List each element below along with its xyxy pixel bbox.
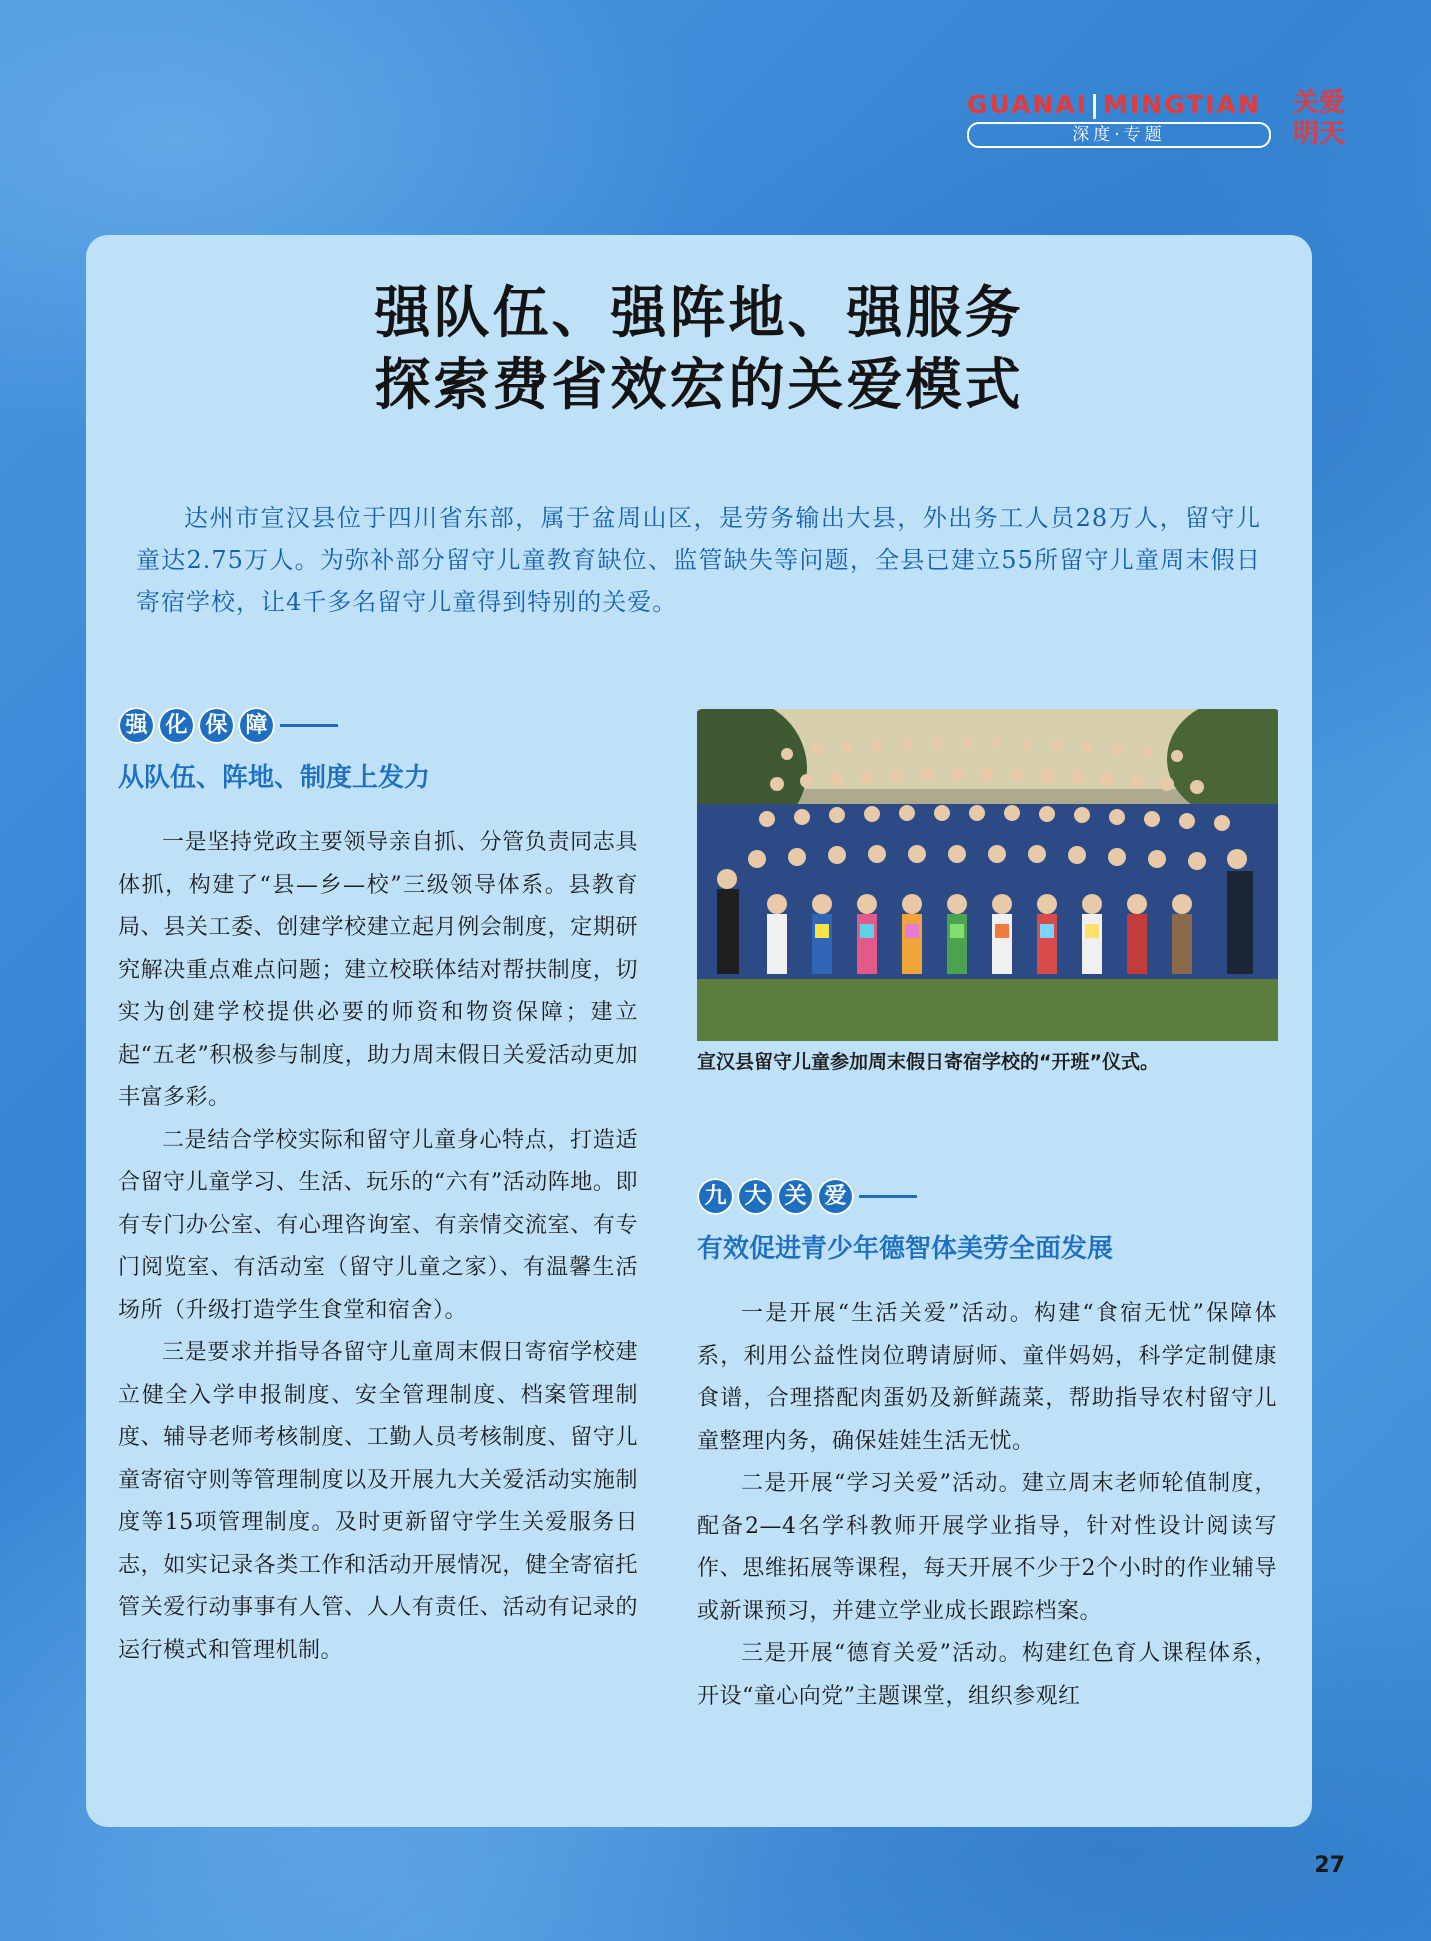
section1-dash (280, 724, 338, 727)
section2-header (697, 1176, 1113, 1265)
article-title (86, 277, 1312, 421)
article-card (86, 235, 1312, 1827)
title-line-2: 探索费省效宏的关爱模式 (374, 352, 1024, 418)
section2-tag: 九 (697, 1178, 734, 1215)
section2-subhead: 有效促进青少年德智体美劳全面发展 (697, 1234, 1114, 1264)
brand-logo (1291, 88, 1347, 150)
section2-body (697, 1293, 1277, 1718)
section2-paragraph: 三是开展“德育关爱”活动。构建红色育人课程体系，开设“童心向党”主题课堂，组织参观红 (697, 1641, 1277, 1709)
brand-en-right: MINGTIAN (1103, 90, 1261, 119)
section2-paragraph: 二是开展“学习关爱”活动。建立周末老师轮值制度，配备2—4名学科教师开展学业指导，针对性设计阅读写作、思维拓展等课程，每天开展不少于2个小时的作业辅导或新课预习，并建立学业成长跟踪档案。 (697, 1471, 1277, 1624)
article-lead: 达州市宣汉县位于四川省东部，属于盆周山区，是劳务输出大县，外出务工人员28万人，留守儿童达2.75万人。为弥补部分留守儿童教育缺位、监管缺失等问题，全县已建立55所留守儿童周末假日寄宿学校，让4千多名留守儿童得到特别的关爱。 (136, 504, 1261, 616)
brand-en-left: GUANAI (967, 90, 1088, 119)
section1-tags (118, 705, 430, 745)
brand-logo-line2: 明天 (1292, 119, 1345, 149)
brand-english (967, 90, 1261, 119)
group-photo (697, 709, 1278, 1041)
brand-header (967, 84, 1347, 164)
title-line-1: 强队伍、强阵地、强服务 (374, 280, 1024, 346)
section1-paragraph: 二是结合学校实际和留守儿童身心特点，打造适合留守儿童学习、生活、玩乐的“六有”活动阵地。即有专门办公室、有心理咨询室、有亲情交流室、有专门阅览室、有活动室（留守儿童之家）、有温馨生活场所（升级打造学生食堂和宿舍）。 (118, 1127, 638, 1323)
section2-tag: 大 (737, 1178, 774, 1215)
section1-header (118, 705, 430, 794)
section2-paragraph: 一是开展“生活关爱”活动。构建“食宿无忧”保障体系，利用公益性岗位聘请厨师、童伴妈妈，科学定制健康食谱，合理搭配肉蛋奶及新鲜蔬菜，帮助指导农村留守儿童整理内务，确保娃娃生活无忧。 (697, 1301, 1277, 1454)
brand-separator-icon: | (1089, 90, 1102, 119)
section2-dash (859, 1195, 917, 1198)
section2-tags (697, 1176, 1113, 1216)
section1-tag: 化 (158, 707, 195, 744)
brand-subtitle: 深度·专题 (967, 122, 1271, 148)
section2-tag: 爱 (817, 1178, 854, 1215)
section1-tag: 强 (118, 707, 155, 744)
group-photo-image (697, 709, 1278, 1041)
photo-caption: 宣汉县留守儿童参加周末假日寄宿学校的“开班”仪式。 (697, 1051, 1159, 1073)
section1-paragraph: 三是要求并指导各留守儿童周末假日寄宿学校建立健全入学申报制度、安全管理制度、档案管理制度、辅导老师考核制度、工勤人员考核制度、留守儿童寄宿守则等管理制度以及开展九大关爱活动实施制度等15项管理制度。及时更新留守学生关爱服务日志，如实记录各类工作和活动开展情况，健全寄宿托管关爱行动事事有人管、人人有责任、活动有记录的运行模式和管理机制。 (118, 1340, 638, 1663)
section2-tag: 关 (777, 1178, 814, 1215)
section1-paragraph: 一是坚持党政主要领导亲自抓、分管负责同志具体抓，构建了“县—乡—校”三级领导体系。县教育局、县关工委、创建学校建立起月例会制度，定期研究解决重点难点问题；建立校联体结对帮扶制度，切实为创建学校提供必要的师资和物资保障；建立起“五老”积极参与制度，助力周末假日关爱活动更加丰富多彩。 (118, 830, 638, 1110)
section1-subhead: 从队伍、阵地、制度上发力 (118, 763, 431, 793)
section1-tag: 保 (198, 707, 235, 744)
brand-logo-line1: 关爱 (1292, 88, 1345, 118)
section1-tag: 障 (238, 707, 275, 744)
section1-body (118, 822, 638, 1672)
page-number: 27 (1314, 1853, 1345, 1878)
